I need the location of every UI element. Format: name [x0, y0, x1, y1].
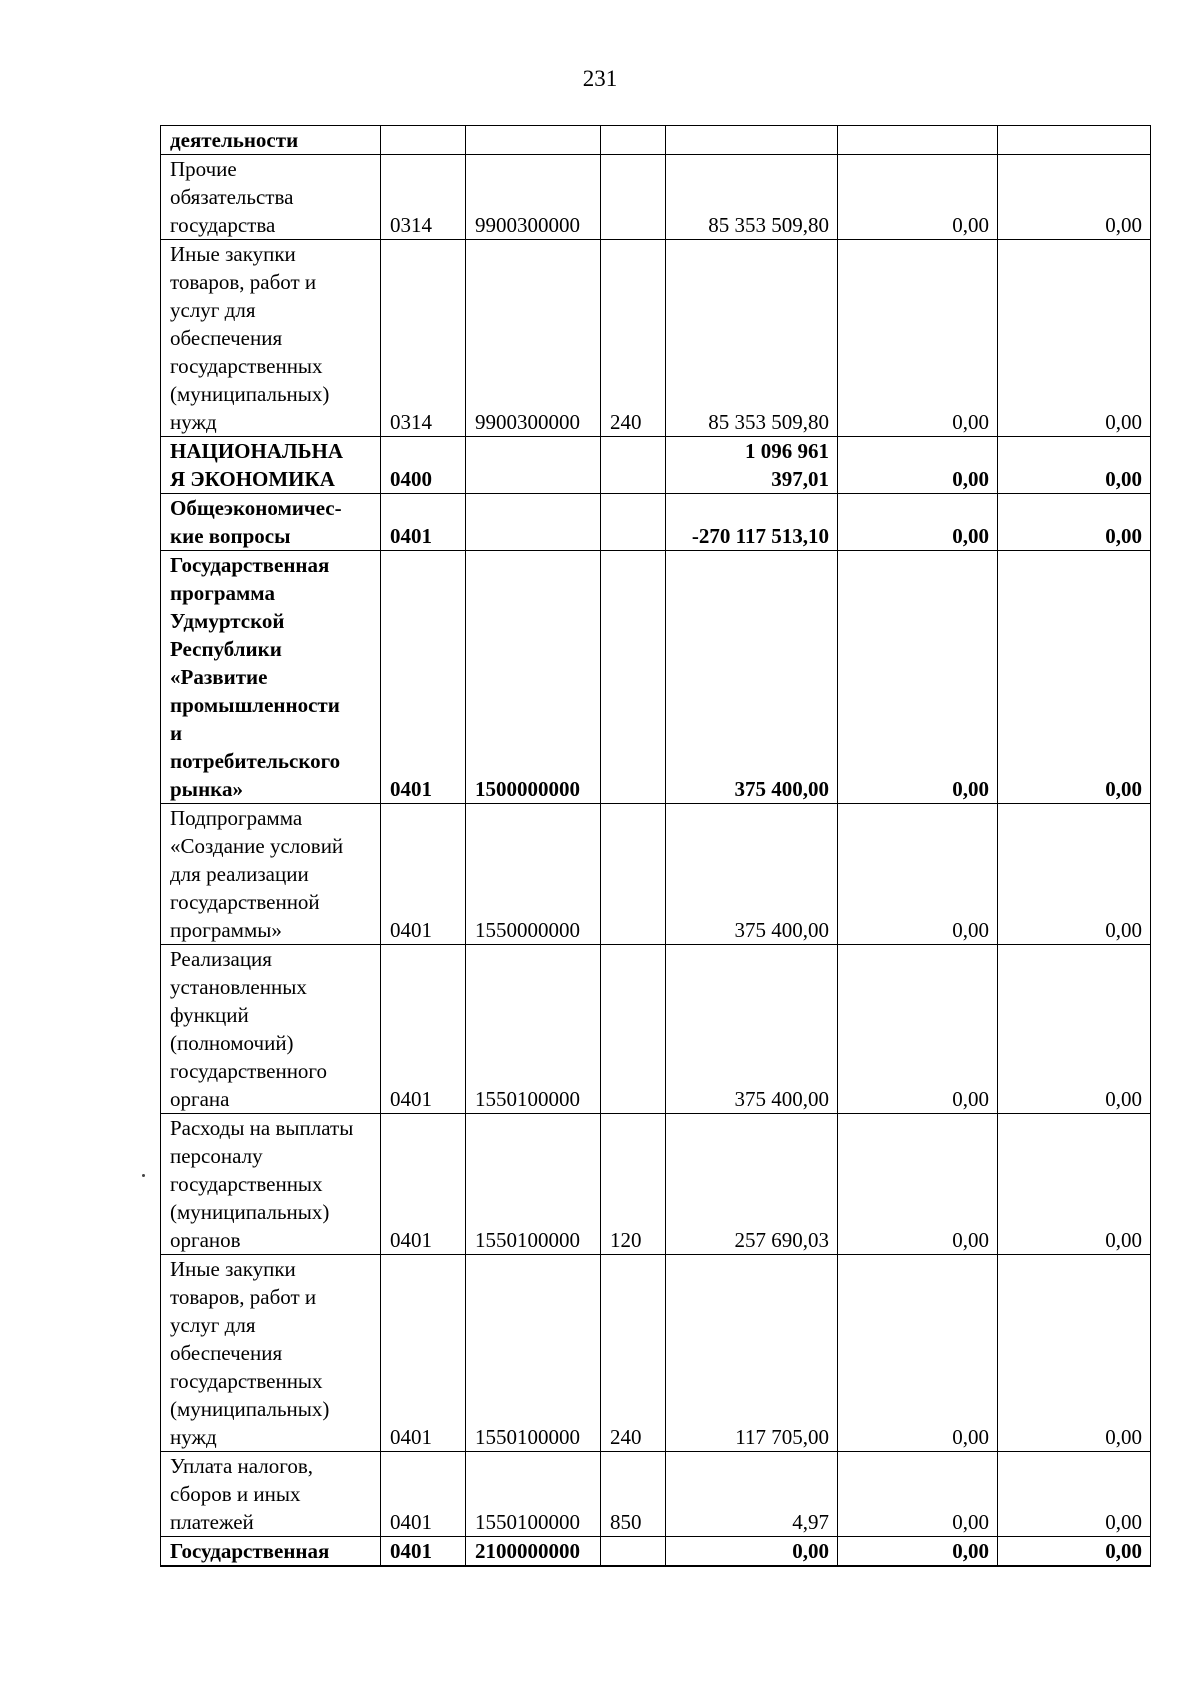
table-row — [161, 155, 1151, 240]
cell-amount-2: 0,00 — [838, 494, 998, 551]
cell-name: НАЦИОНАЛЬНА Я ЭКОНОМИКА — [161, 437, 381, 494]
cell-section-code: 0401 — [381, 551, 466, 804]
cell-amount-2: 0,00 — [838, 1255, 998, 1452]
cell-amount-2: 0,00 — [838, 1114, 998, 1255]
cell-target-code: 1550100000 — [466, 945, 601, 1114]
page-number: 231 — [582, 66, 618, 91]
cell-section-code: 0401 — [381, 494, 466, 551]
cell-section-code: 0401 — [381, 804, 466, 945]
cell-name: Реализация установленных функций (полномочий) государственного органа — [161, 945, 381, 1114]
cell-name: Общеэкономичес- кие вопросы — [161, 494, 381, 551]
cell-expense-type — [601, 494, 666, 551]
cell-amount-2: 0,00 — [838, 804, 998, 945]
cell-amount-3: 0,00 — [998, 494, 1151, 551]
cell-amount-3: 0,00 — [998, 1114, 1151, 1255]
cell-expense-type — [601, 945, 666, 1114]
table-row — [161, 240, 1151, 437]
cell-section-code: 0401 — [381, 1255, 466, 1452]
cell-target-code: 1550000000 — [466, 804, 601, 945]
table-row — [161, 1452, 1151, 1537]
cell-target-code — [466, 437, 601, 494]
cell-amount: -270 117 513,10 — [666, 494, 838, 551]
cell-amount-2: 0,00 — [838, 945, 998, 1114]
cell-target-code: 2100000000 — [466, 1537, 601, 1567]
cell-amount-3: 0,00 — [998, 437, 1151, 494]
cell-amount: 4,97 — [666, 1452, 838, 1537]
cell-amount — [666, 126, 838, 155]
cell-amount-3: 0,00 — [998, 1255, 1151, 1452]
cell-section-code: 0314 — [381, 240, 466, 437]
cell-amount-2: 0,00 — [838, 240, 998, 437]
cell-expense-type — [601, 551, 666, 804]
table-row — [161, 1537, 1151, 1567]
table-row — [161, 1255, 1151, 1452]
cell-expense-type — [601, 1537, 666, 1567]
cell-amount: 85 353 509,80 — [666, 155, 838, 240]
cell-expense-type — [601, 126, 666, 155]
cell-section-code — [381, 126, 466, 155]
cell-section-code: 0401 — [381, 1452, 466, 1537]
cell-section-code: 0401 — [381, 945, 466, 1114]
cell-amount: 0,00 — [666, 1537, 838, 1567]
cell-target-code: 9900300000 — [466, 240, 601, 437]
cell-amount-3: 0,00 — [998, 1537, 1151, 1567]
cell-target-code — [466, 126, 601, 155]
cell-name: Прочие обязательства государства — [161, 155, 381, 240]
table-row — [161, 1114, 1151, 1255]
table-row — [161, 551, 1151, 804]
cell-amount: 375 400,00 — [666, 804, 838, 945]
cell-amount: 257 690,03 — [666, 1114, 838, 1255]
cell-target-code: 1550100000 — [466, 1255, 601, 1452]
cell-amount-2: 0,00 — [838, 551, 998, 804]
cell-section-code: 0401 — [381, 1537, 466, 1567]
cell-expense-type: 120 — [601, 1114, 666, 1255]
cell-name: деятельности — [161, 126, 381, 155]
cell-expense-type — [601, 804, 666, 945]
cell-amount: 85 353 509,80 — [666, 240, 838, 437]
cell-expense-type: 240 — [601, 240, 666, 437]
cell-amount-3: 0,00 — [998, 240, 1151, 437]
cell-section-code: 0400 — [381, 437, 466, 494]
cell-amount-2: 0,00 — [838, 1537, 998, 1567]
cell-amount-2: 0,00 — [838, 1452, 998, 1537]
cell-amount-3: 0,00 — [998, 804, 1151, 945]
cell-amount-3: 0,00 — [998, 551, 1151, 804]
cell-name: Государственная — [161, 1537, 381, 1567]
cell-name: Иные закупки товаров, работ и услуг для обеспечения государственных (муниципальных) нужд — [161, 240, 381, 437]
cell-amount: 1 096 961 397,01 — [666, 437, 838, 494]
scan-artifact-dot — [142, 1174, 145, 1177]
budget-table — [160, 125, 1151, 1567]
cell-amount-3: 0,00 — [998, 1452, 1151, 1537]
table-row — [161, 437, 1151, 494]
cell-section-code: 0314 — [381, 155, 466, 240]
cell-amount-2 — [838, 126, 998, 155]
cell-name: Государственная программа Удмуртской Республики «Развитие промышленности и потребительского рынка» — [161, 551, 381, 804]
cell-target-code: 1550100000 — [466, 1452, 601, 1537]
cell-section-code: 0401 — [381, 1114, 466, 1255]
cell-amount-3: 0,00 — [998, 945, 1151, 1114]
table-row — [161, 494, 1151, 551]
cell-expense-type — [601, 155, 666, 240]
cell-expense-type: 240 — [601, 1255, 666, 1452]
cell-amount-3: 0,00 — [998, 155, 1151, 240]
cell-name: Уплата налогов, сборов и иных платежей — [161, 1452, 381, 1537]
cell-name: Расходы на выплаты персоналу государственных (муниципальных) органов — [161, 1114, 381, 1255]
cell-amount: 375 400,00 — [666, 551, 838, 804]
cell-amount: 117 705,00 — [666, 1255, 838, 1452]
cell-target-code — [466, 494, 601, 551]
table-row — [161, 126, 1151, 155]
cell-target-code: 1500000000 — [466, 551, 601, 804]
cell-amount: 375 400,00 — [666, 945, 838, 1114]
cell-expense-type — [601, 437, 666, 494]
cell-amount-2: 0,00 — [838, 155, 998, 240]
cell-expense-type: 850 — [601, 1452, 666, 1537]
cell-amount-3 — [998, 126, 1151, 155]
cell-target-code: 1550100000 — [466, 1114, 601, 1255]
cell-name: Иные закупки товаров, работ и услуг для обеспечения государственных (муниципальных) нужд — [161, 1255, 381, 1452]
cell-amount-2: 0,00 — [838, 437, 998, 494]
table-row — [161, 945, 1151, 1114]
cell-name: Подпрограмма «Создание условий для реализации государственной программы» — [161, 804, 381, 945]
table-row — [161, 804, 1151, 945]
cell-target-code: 9900300000 — [466, 155, 601, 240]
